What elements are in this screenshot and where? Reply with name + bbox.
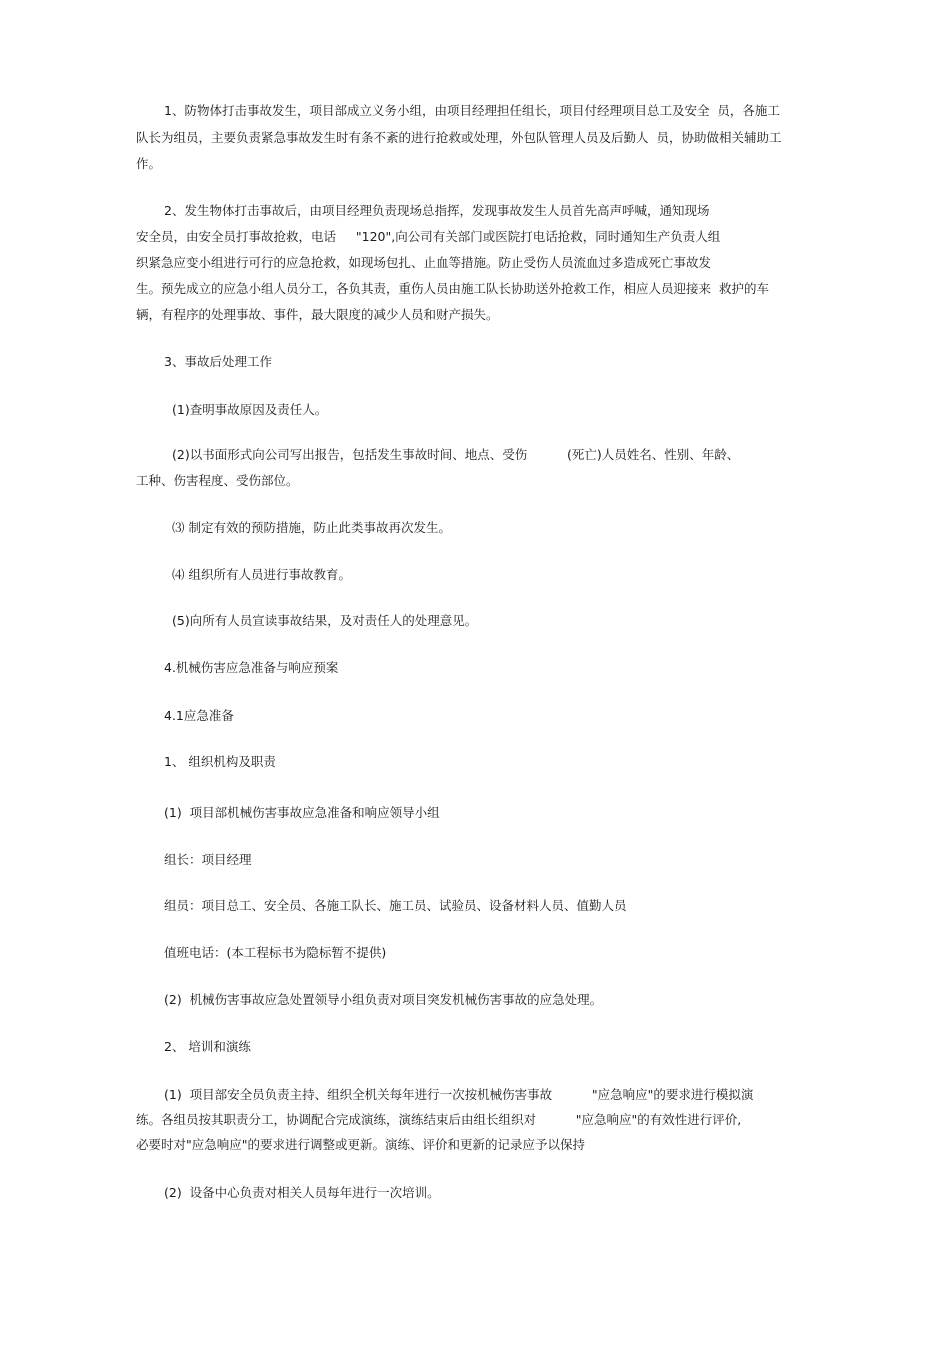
training-item-1-line-3: 必要时对"应急响应"的要求进行调整或更新。演练、评价和更新的记录应予以保持 bbox=[136, 1137, 586, 1152]
para-2-line-2: 安全员，由安全员打事故抢救，电话 "120",向公司有关部门或医院打电话抢救，同时通知生产负责人组 bbox=[136, 229, 721, 244]
section-4-heading: 4.机械伤害应急准备与响应预案 bbox=[164, 660, 339, 675]
training-item-2: (2) 设备中心负责对相关人员每年进行一次培训。 bbox=[164, 1185, 440, 1200]
subsection-2-heading: 2、 培训和演练 bbox=[164, 1039, 251, 1054]
subitem-2: (2) 机械伤害事故应急处置领导小组负责对项目突发机械伤害事故的应急处理。 bbox=[164, 992, 603, 1007]
para-2-line-5: 辆，有程序的处理事故、事件，最大限度的减少人员和财产损失。 bbox=[136, 307, 499, 322]
section-4-1-heading: 4.1应急准备 bbox=[164, 708, 234, 723]
training-item-1-line-2: 练。各组员按其职责分工，协调配合完成演练，演练结束后由组长组织对 "应急响应"的有效性进行评价, bbox=[136, 1112, 742, 1127]
item-2-line-1: (2)以书面形式向公司写出报告，包括发生事故时间、地点、受伤 (死亡)人员姓名、性别、年龄、 bbox=[172, 447, 740, 462]
para-1-line-2: 队长为组员，主要负责紧急事故发生时有条不紊的进行抢救或处理，外包队管理人员及后勤人 员，协助做相关辅助工 bbox=[136, 130, 782, 145]
duty-phone: 值班电话：(本工程标书为隐标暂不提供) bbox=[164, 945, 387, 960]
item-4: ⑷ 组织所有人员进行事故教育。 bbox=[172, 567, 351, 582]
item-1: (1)查明事故原因及责任人。 bbox=[172, 402, 328, 417]
para-2-line-3: 织紧急应变小组进行可行的应急抢救，如现场包扎、止血等措施。防止受伤人员流血过多造成死亡事故发 bbox=[136, 255, 712, 270]
subitem-1: (1) 项目部机械伤害事故应急准备和响应领导小组 bbox=[164, 805, 440, 820]
subsection-1-heading: 1、 组织机构及职责 bbox=[164, 754, 276, 769]
item-3: ⑶ 制定有效的预防措施，防止此类事故再次发生。 bbox=[172, 520, 451, 535]
item-2-line-2: 工种、伤害程度、受伤部位。 bbox=[136, 473, 299, 488]
training-item-1-line-1: (1) 项目部安全员负责主持、组织全机关每年进行一次按机械伤害事故 "应急响应"的要求进行模拟演 bbox=[164, 1087, 754, 1102]
section-3-heading: 3、事故后处理工作 bbox=[164, 354, 272, 369]
team-members: 组员：项目总工、安全员、各施工队长、施工员、试验员、设备材料人员、值勤人员 bbox=[164, 898, 627, 913]
para-2-line-1: 2、发生物体打击事故后，由项目经理负责现场总指挥，发现事故发生人员首先高声呼喊，通知现场 bbox=[164, 203, 710, 218]
para-1-line-3: 作。 bbox=[136, 156, 162, 171]
item-5: (5)向所有人员宣读事故结果，及对责任人的处理意见。 bbox=[172, 613, 478, 628]
team-leader: 组长：项目经理 bbox=[164, 852, 252, 867]
para-2-line-4: 生。预先成立的应急小组人员分工，各负其责，重伤人员由施工队长协助送外抢救工作，相应人员迎接来 救护的车 bbox=[136, 281, 769, 296]
para-1-line-1: 1、防物体打击事故发生，项目部成立义务小组，由项目经理担任组长，项目付经理项目总工及安全 员，各施工 bbox=[164, 103, 780, 118]
